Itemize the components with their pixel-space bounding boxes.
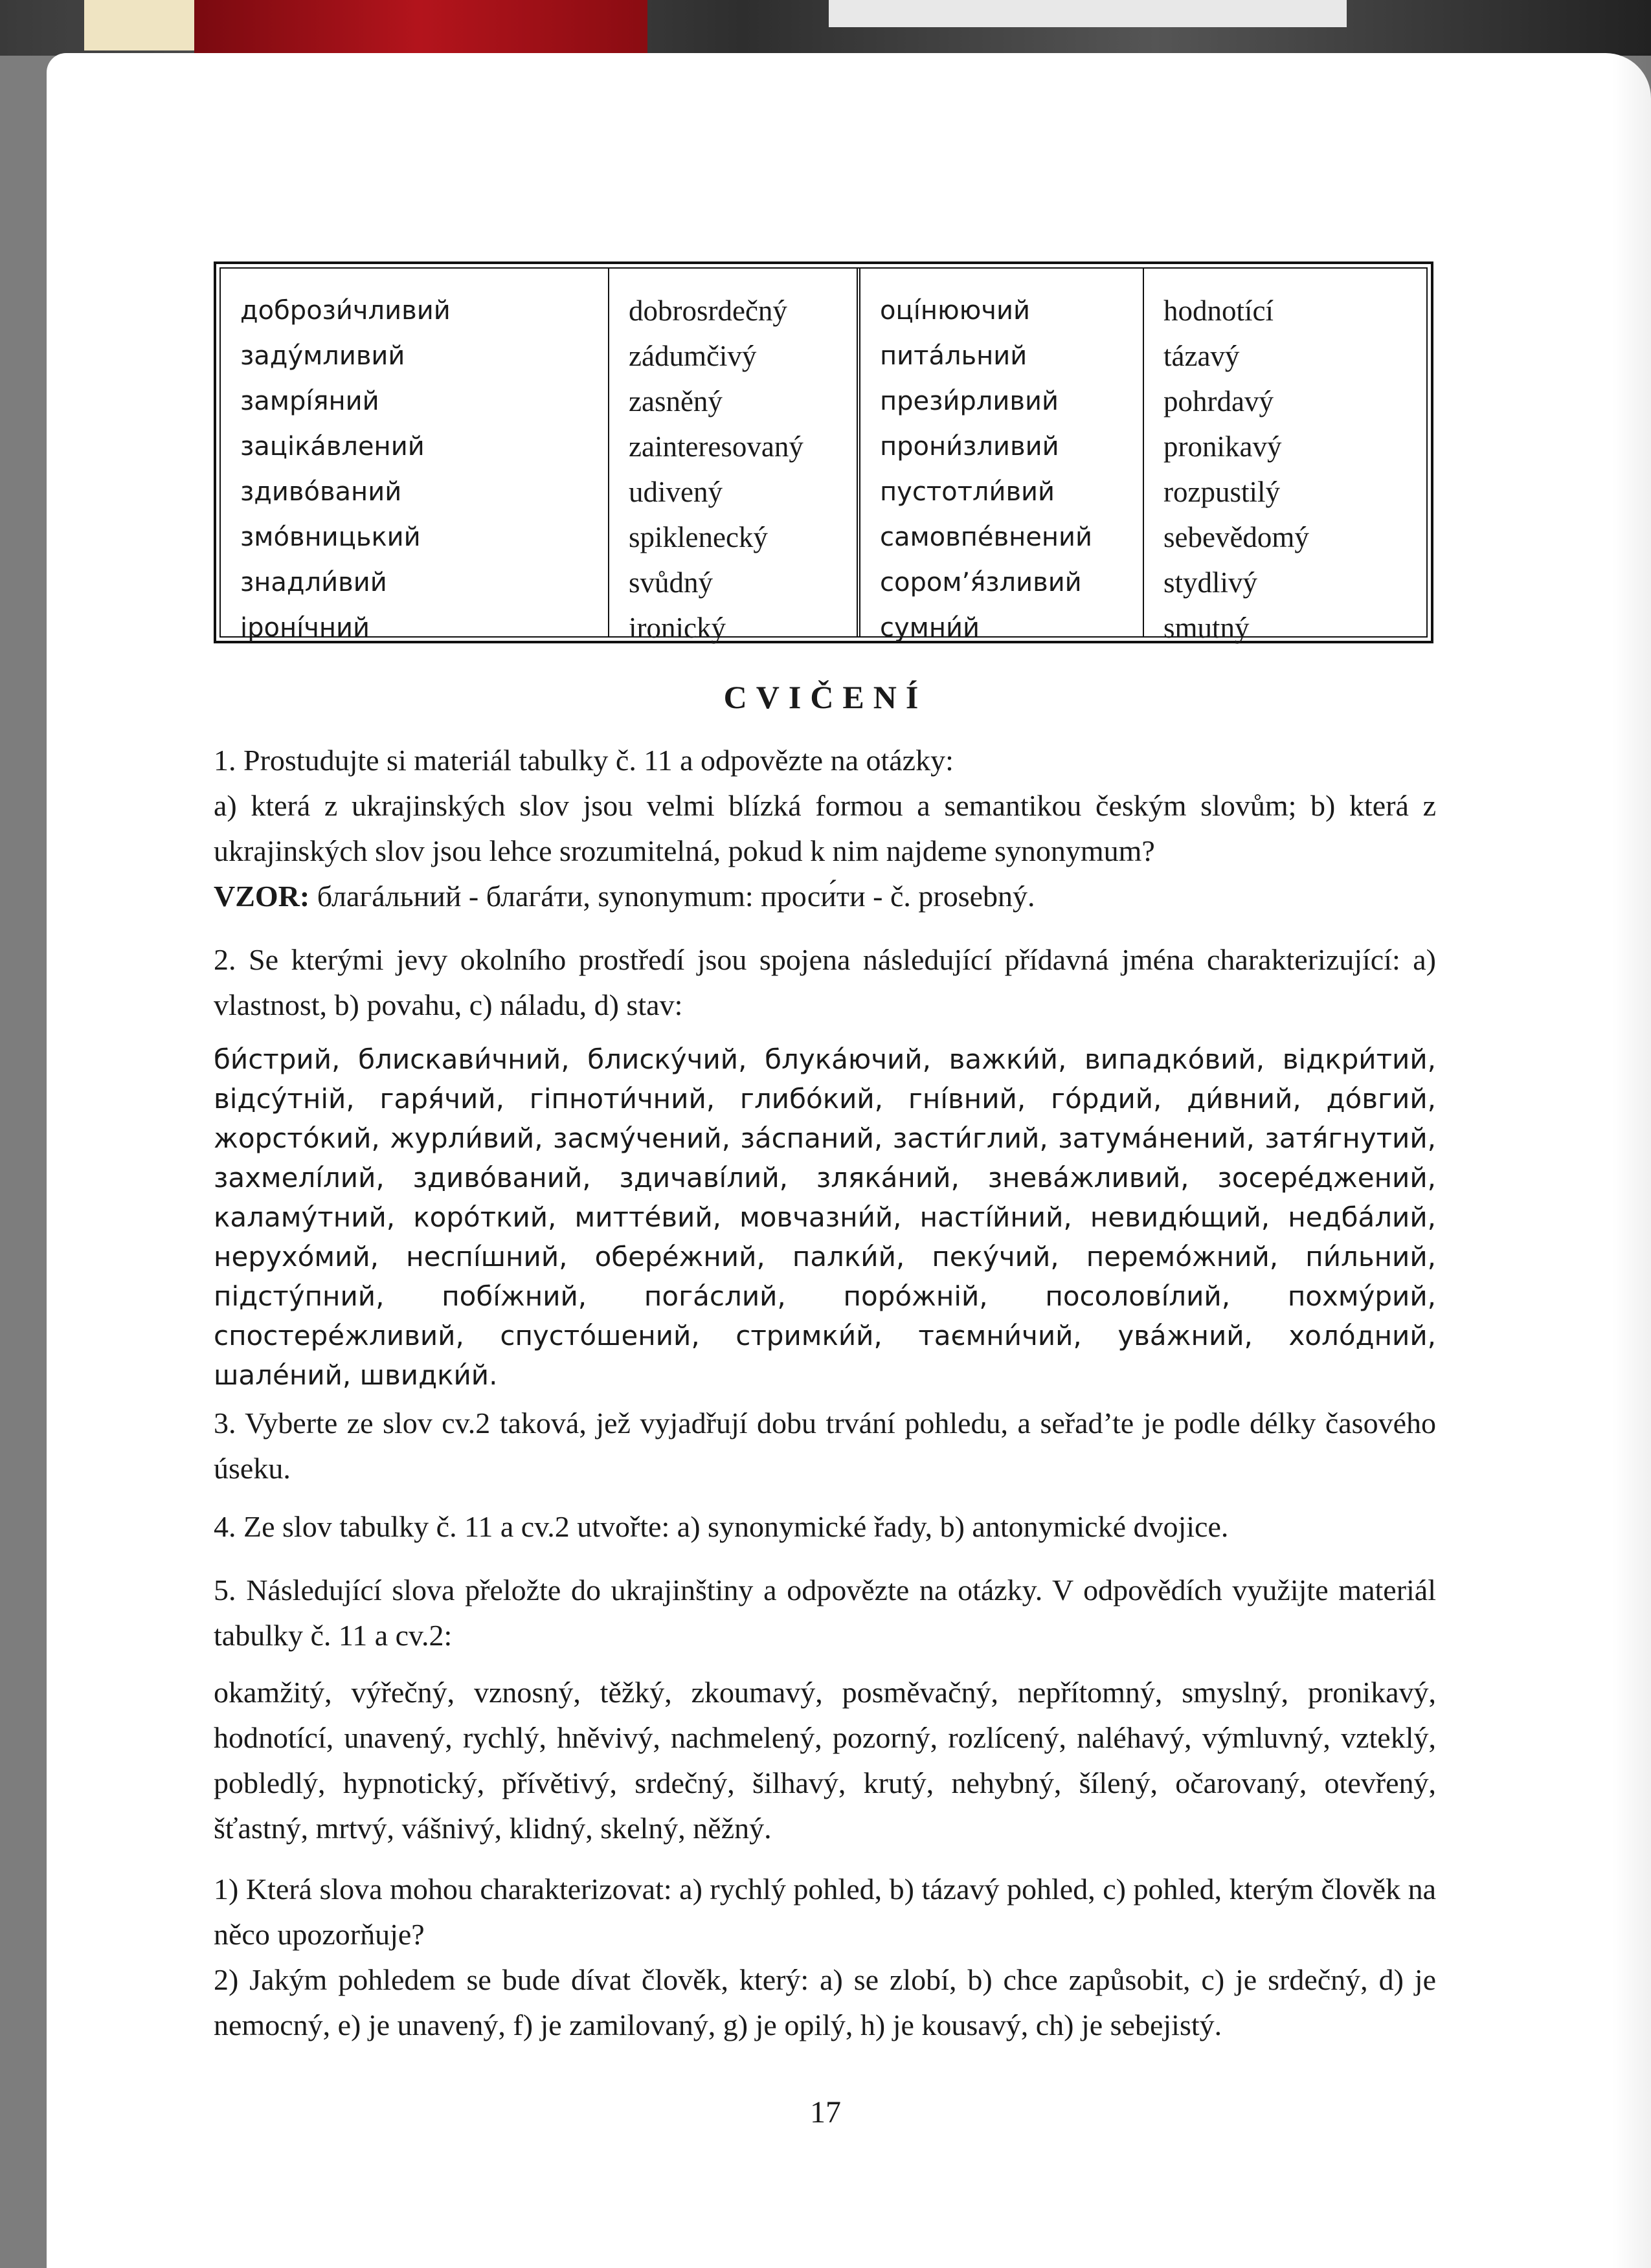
exercise-1 <box>214 738 1436 919</box>
table-cell: зацікáвлений <box>240 432 425 461</box>
table-cell: hodnotící <box>1163 295 1274 327</box>
exercise-5-sub-1: 1) Která slova mohou charakterizovat: a) rychlý pohled, b) tázavý pohled, c) pohled, kterým člověk na něco upozorňuje? <box>214 1873 1436 1951</box>
exercise-5-words: okamžitý, výřečný, vznosný, těžký, zkoumavý, posměvačný, nepřítomný, smyslný, pronikavý, hodnotící, unavený, rychlý, hněvivý, nachmelený, pozorný, rozlícený, naléhavý, výmluvný, vzteklý, pobledlý, hypnotický, přívětivý, srdečný, šilhavý, krutý, nehybný, šílený, očarovaný, otevřený, šťastný, mrtvý, vášnivý, klidný, skelný, něžný. <box>214 1676 1436 1845</box>
table-cell: zádumčivý <box>629 340 757 372</box>
exercise-4 <box>214 1504 1436 1550</box>
exercise-2-word-list <box>214 1040 1436 1395</box>
table-cell: zainteresovaný <box>629 430 803 463</box>
czech-column-2 <box>1144 269 1426 644</box>
table-cell: пустотли́вий <box>880 477 1055 507</box>
example-label: VZOR: <box>214 880 310 913</box>
table-cell: іронíчний <box>240 613 370 643</box>
bookmark-tab-red <box>194 0 647 56</box>
table-cell: прони́зливий <box>880 432 1059 461</box>
exercise-2 <box>214 937 1436 1028</box>
paper-edge <box>829 0 1347 27</box>
table-cell: pohrdavý <box>1163 385 1274 417</box>
table-cell: змóвницький <box>240 522 421 552</box>
exercise-5-subquestions <box>214 1867 1436 2048</box>
table-cell: sebevědomý <box>1163 521 1309 553</box>
exercise-1-example <box>214 874 1436 919</box>
exercise-5-word-list <box>214 1670 1436 1851</box>
table-cell: замрі́яний <box>240 386 379 416</box>
exercise-5-question: 5. Následující slova přeložte do ukrajinštiny a odpovězte na otázky. V odpovědích využijte materiál tabulky č. 11 a cv.2: <box>214 1573 1436 1652</box>
table-cell: ironický <box>629 612 726 644</box>
exercise-1-question: 1. Prostudujte si materiál tabulky č. 11 a odpovězte na otázky: <box>214 744 954 777</box>
table-cell: stydlivý <box>1163 566 1258 599</box>
table-cell: spiklenecký <box>629 521 768 553</box>
exercise-4-text: 4. Ze slov tabulky č. 11 a cv.2 utvořte: a) synonymické řady, b) antonymické dvojice. <box>214 1510 1229 1543</box>
table-cell: pronikavý <box>1163 430 1282 463</box>
ukrainian-column-2 <box>860 269 1144 643</box>
table-cell: прези́рливий <box>880 386 1059 416</box>
ukrainian-column-1 <box>221 269 609 643</box>
exercise-2-question: 2. Se kterými jevy okolního prostředí jsou spojena následující přídavná jména charakterizující: a) vlastnost, b) povahu, c) náladu, d) stav: <box>214 943 1436 1021</box>
table-cell: здивóваний <box>240 477 402 507</box>
vocabulary-table-inner <box>219 267 1428 644</box>
table-cell: заду́мливий <box>240 341 405 371</box>
table-cell: svůdný <box>629 566 713 599</box>
exercise-5 <box>214 1568 1436 1658</box>
table-cell: tázavý <box>1163 340 1240 372</box>
table-cell: сумни́й <box>880 613 980 643</box>
table-cell: оцíнюючий <box>880 296 1030 326</box>
table-cell: rozpustilý <box>1163 476 1280 508</box>
example-text: благáльний - благáти, synonymum: проси́ти - č. prosebný. <box>309 880 1035 913</box>
exercise-3 <box>214 1401 1436 1491</box>
table-cell: udivený <box>629 476 723 508</box>
table-cell: добрози́чливий <box>240 296 451 326</box>
section-heading: CVIČENÍ <box>723 679 928 715</box>
table-cell: сором’я́зливий <box>880 568 1082 597</box>
exercise-1-subquestions: a) která z ukrajinských slov jsou velmi blízká formou a semantikou českým slovům; b) která z ukrajinských slov jsou lehce srozumitelná, pokud k nim najdeme synonymum? <box>214 789 1436 867</box>
table-cell: smutný <box>1163 612 1250 644</box>
exercise-2-words: би́стрий, блискави́чний, блиску́чий, блукáючий, важки́й, випадкóвий, відкри́тий, відсу́тній, гаря́чий, гіпноти́чний, глибóкий, гнíвний, гóрдий, ди́вний, дóвгий, жорстóкий, журли́вий, засму́чений, зáспаний, засти́глий, затумáнений, затя́гнутий, захмелíлий, здивóваний, здичавíлий, злякáний, зневáжливий, зосерéджений, каламу́тний, корóткий, митте́вий, мовчазни́й, настíйний, невидю́щий, недбáлий, нерухóмий, неспíшний, оберéжний, палки́й, пеку́чий, перемóжний, пи́льний, підсту́пний, побíжний, погáслий, порóжній, посоловíлий, похму́рий, спостерéжливий, спустóшений, стримки́й, таємни́чий, увáжний, холóдний, шалéний, швидки́й. <box>214 1043 1436 1391</box>
czech-column-1 <box>609 269 860 644</box>
table-cell: zasněný <box>629 385 723 417</box>
table-cell: питáльний <box>880 341 1028 371</box>
table-cell: знадли́вий <box>240 568 387 597</box>
vocabulary-table <box>214 261 1433 643</box>
table-cell: самовпéвнений <box>880 522 1092 552</box>
table-cell: dobrosrdečný <box>629 295 787 327</box>
page-number: 17 <box>810 2095 841 2129</box>
page-shadow <box>1612 53 1651 2268</box>
exercise-5-sub-2: 2) Jakým pohledem se bude dívat člověk, který: a) se zlobí, b) chce zapůsobit, c) je srdečný, d) je nemocný, e) je unavený, f) je zamilovaný, g) je opilý, h) je kousavý, ch) je sebejistý. <box>214 1963 1436 2041</box>
exercise-3-text: 3. Vyberte ze slov cv.2 taková, jež vyjadřují dobu trvání pohledu, a seřad’te je podle délky časového úseku. <box>214 1406 1436 1485</box>
